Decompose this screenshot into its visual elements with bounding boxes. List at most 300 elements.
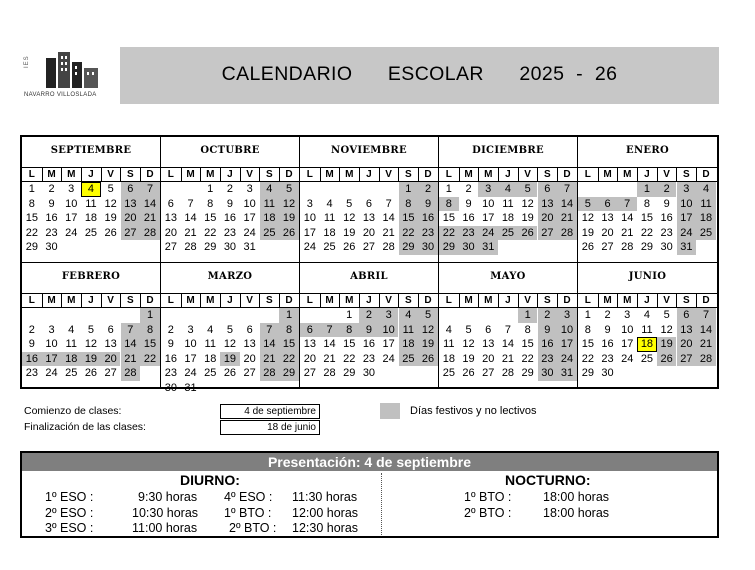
day-cell: 7 bbox=[504, 323, 511, 336]
day-cell: 12 bbox=[581, 212, 594, 225]
weekday-label: L bbox=[578, 168, 599, 181]
day-cell: 21 bbox=[696, 337, 716, 352]
day-cell: 28 bbox=[121, 366, 141, 381]
day-cell: 14 bbox=[557, 197, 577, 212]
weekday-label: S bbox=[399, 168, 420, 181]
day-cell: 5 bbox=[418, 308, 438, 323]
day-cell: 2 bbox=[538, 308, 558, 323]
weekday-label: S bbox=[538, 294, 559, 307]
weekday-label: M bbox=[478, 294, 499, 307]
day-cell: 15 bbox=[521, 338, 534, 351]
weekday-label: L bbox=[22, 294, 43, 307]
day-cell: 8 bbox=[643, 197, 650, 210]
day-cell: 22 bbox=[25, 226, 38, 239]
day-cell: 1 bbox=[279, 308, 299, 323]
day-cell: 5 bbox=[346, 197, 353, 210]
day-cell: 19 bbox=[104, 212, 117, 225]
weekday-label: D bbox=[146, 169, 154, 180]
day-cell: 28 bbox=[260, 366, 280, 381]
day-cell: 11 bbox=[65, 338, 77, 351]
weekday-header bbox=[22, 293, 160, 308]
day-cell: 2 bbox=[604, 309, 611, 321]
day-cell: 13 bbox=[362, 212, 376, 225]
diurno-course: 2º BTO : bbox=[229, 521, 277, 535]
day-cell: 8 bbox=[584, 323, 591, 336]
day-cell: 2 bbox=[167, 323, 174, 336]
day-cell: 9 bbox=[663, 197, 670, 210]
day-cell: 26 bbox=[343, 241, 356, 254]
diurno-time: 12:00 horas bbox=[292, 506, 359, 520]
day-cell: 4 bbox=[207, 323, 214, 336]
day-cell: 11 bbox=[85, 197, 97, 210]
day-cell: 1 bbox=[518, 308, 538, 323]
day-cell: 24 bbox=[45, 367, 58, 380]
day-cell: 24 bbox=[557, 352, 577, 367]
day-cell: 19 bbox=[418, 337, 438, 352]
weekday-label: L bbox=[439, 168, 460, 181]
day-cell: 14 bbox=[382, 212, 395, 225]
weekday-label: S bbox=[121, 168, 142, 181]
day-cell: 10 bbox=[621, 323, 634, 336]
day-cell: 8 bbox=[279, 323, 299, 338]
day-cell: 6 bbox=[538, 182, 558, 197]
day-cell: 26 bbox=[223, 367, 237, 380]
day-cell: 1 bbox=[584, 309, 591, 321]
weekday-label: V bbox=[518, 168, 539, 181]
day-cell: 7 bbox=[557, 182, 577, 197]
day-cell: 14 bbox=[260, 337, 280, 352]
day-cell: 23 bbox=[362, 352, 376, 365]
weekday-label: S bbox=[538, 168, 559, 181]
day-cell: 19 bbox=[521, 212, 534, 225]
day-cell: 21 bbox=[621, 226, 634, 239]
day-cell: 16 bbox=[418, 211, 438, 226]
diurno-title: DIURNO: bbox=[180, 472, 240, 488]
weekday-label: J bbox=[220, 168, 241, 181]
diurno-course: 3º ESO : bbox=[45, 521, 94, 535]
day-cell: 27 bbox=[538, 226, 558, 241]
day-cell: 5 bbox=[465, 323, 472, 336]
weekday-label: L bbox=[300, 294, 321, 307]
day-cell: 14 bbox=[184, 212, 197, 225]
weekday-label: J bbox=[498, 168, 519, 181]
day-cell: 16 bbox=[164, 352, 177, 365]
day-cell: 24 bbox=[243, 226, 256, 239]
month-name: OCTUBRE bbox=[200, 145, 260, 156]
weekday-label: D bbox=[285, 295, 293, 306]
day-cell: 6 bbox=[246, 323, 253, 336]
weekday-label: V bbox=[518, 294, 539, 307]
day-cell: 6 bbox=[365, 197, 372, 210]
day-cell: 19 bbox=[279, 211, 299, 226]
month-block bbox=[22, 137, 161, 263]
day-cell: 28 bbox=[621, 241, 634, 254]
weekday-label: D bbox=[424, 169, 432, 180]
day-cell: 5 bbox=[107, 183, 114, 195]
day-cell: 20 bbox=[101, 352, 121, 367]
month-name: DICIEMBRE bbox=[472, 145, 544, 156]
day-cell: 22 bbox=[279, 352, 299, 367]
day-cell: 23 bbox=[418, 226, 438, 241]
day-cell: 28 bbox=[382, 241, 395, 254]
month-block bbox=[161, 263, 300, 394]
day-cell: 20 bbox=[243, 352, 256, 365]
weekday-label: M bbox=[459, 294, 480, 307]
weekday-label: M bbox=[42, 294, 63, 307]
day-cell: 10 bbox=[303, 212, 316, 225]
day-cell: 19 bbox=[343, 226, 356, 239]
day-cell: 3 bbox=[478, 182, 498, 197]
weekday-label: L bbox=[22, 168, 43, 181]
day-cell: 8 bbox=[207, 197, 214, 210]
day-cell: 21 bbox=[121, 352, 141, 367]
day-cell: 6 bbox=[485, 323, 492, 336]
weekday-label: M bbox=[181, 168, 202, 181]
day-cell: 4 bbox=[445, 323, 452, 336]
day-cell: 23 bbox=[223, 226, 237, 239]
day-cell: 19 bbox=[657, 337, 677, 352]
day-cell: 27 bbox=[677, 352, 697, 367]
weekday-header bbox=[22, 167, 160, 182]
day-cell: 7 bbox=[320, 323, 340, 338]
day-cell: 22 bbox=[521, 352, 534, 365]
column-divider bbox=[381, 473, 382, 535]
day-cell: 11 bbox=[323, 212, 336, 225]
day-cell: 21 bbox=[184, 226, 197, 239]
day-cell: 7 bbox=[121, 323, 141, 338]
weekday-label: J bbox=[81, 168, 102, 181]
weekday-label: S bbox=[677, 168, 698, 181]
weekday-label: D bbox=[563, 295, 571, 306]
weekday-header bbox=[439, 293, 577, 308]
day-cell: 25 bbox=[323, 241, 336, 254]
nocturno-time: 18:00 horas bbox=[543, 490, 610, 504]
day-cell: 22 bbox=[399, 226, 419, 241]
day-cell: 23 bbox=[601, 352, 614, 365]
end-label: Finalización de las clases: bbox=[24, 421, 146, 433]
day-cell: 24 bbox=[65, 226, 78, 239]
weekday-label: V bbox=[101, 168, 122, 181]
month-block bbox=[439, 263, 578, 389]
day-cell: 6 bbox=[598, 197, 618, 212]
day-cell: 5 bbox=[578, 197, 598, 212]
day-cell: 17 bbox=[621, 338, 634, 351]
day-cell: 16 bbox=[660, 212, 673, 225]
day-cell: 12 bbox=[418, 323, 438, 338]
day-cell: 4 bbox=[81, 182, 101, 197]
day-cell: 24 bbox=[677, 226, 697, 241]
weekday-label: V bbox=[657, 168, 678, 181]
day-cell: 15 bbox=[204, 212, 217, 225]
day-cell: 17 bbox=[184, 352, 197, 365]
weekday-label: M bbox=[339, 294, 360, 307]
day-cell: 22 bbox=[640, 226, 654, 239]
day-cell: 16 bbox=[362, 338, 376, 351]
day-cell: 10 bbox=[45, 338, 58, 351]
day-cell: 8 bbox=[140, 323, 160, 338]
day-cell: 5 bbox=[226, 323, 233, 336]
day-cell: 30 bbox=[418, 240, 438, 255]
day-cell: 20 bbox=[482, 352, 495, 365]
weekday-label: L bbox=[161, 168, 182, 181]
month-block bbox=[161, 137, 300, 263]
day-cell: 9 bbox=[48, 197, 55, 210]
nocturno-course: 1º BTO : bbox=[464, 490, 512, 504]
day-cell: 25 bbox=[65, 367, 78, 380]
weekday-label: V bbox=[240, 168, 261, 181]
day-cell: 27 bbox=[104, 367, 117, 380]
day-cell: 31 bbox=[677, 240, 697, 255]
day-cell: 15 bbox=[343, 338, 356, 351]
weekday-label: M bbox=[617, 294, 638, 307]
day-cell: 12 bbox=[521, 197, 534, 210]
day-cell: 31 bbox=[184, 382, 197, 394]
day-cell: 24 bbox=[303, 241, 316, 254]
day-cell: 9 bbox=[167, 338, 174, 351]
day-cell: 18 bbox=[696, 211, 716, 226]
weekday-label: S bbox=[399, 294, 420, 307]
title-band bbox=[120, 47, 719, 104]
month-block bbox=[22, 263, 161, 389]
day-cell: 26 bbox=[657, 352, 677, 367]
day-cell: 25 bbox=[498, 226, 518, 241]
day-cell: 29 bbox=[25, 241, 38, 254]
day-cell: 25 bbox=[696, 226, 716, 241]
day-cell: 25 bbox=[260, 226, 280, 241]
day-cell: 20 bbox=[121, 211, 141, 226]
weekday-label: J bbox=[81, 294, 102, 307]
logo-school-name: NAVARRO VILLOSLADA bbox=[24, 92, 97, 98]
weekday-label: M bbox=[200, 168, 221, 181]
day-cell: 20 bbox=[164, 226, 177, 239]
day-cell: 20 bbox=[601, 226, 614, 239]
day-cell: 27 bbox=[601, 241, 614, 254]
day-cell: 23 bbox=[538, 352, 558, 367]
diurno-time: 11:00 horas bbox=[132, 521, 198, 535]
day-cell: 10 bbox=[379, 323, 399, 338]
day-cell: 30 bbox=[164, 382, 177, 394]
day-cell: 3 bbox=[677, 182, 697, 197]
day-cell: 27 bbox=[362, 241, 376, 254]
day-cell: 3 bbox=[246, 183, 253, 195]
diurno-time: 11:30 horas bbox=[292, 490, 358, 504]
day-cell: 28 bbox=[501, 367, 515, 380]
diurno-time: 9:30 horas bbox=[138, 490, 198, 504]
weekday-label: M bbox=[61, 168, 82, 181]
day-cell: 15 bbox=[442, 212, 455, 225]
day-cell: 17 bbox=[557, 337, 577, 352]
day-cell: 24 bbox=[184, 367, 197, 380]
weekday-label: L bbox=[161, 294, 182, 307]
day-cell: 17 bbox=[303, 226, 316, 239]
day-cell: 30 bbox=[362, 367, 376, 380]
weekday-label: J bbox=[220, 294, 241, 307]
weekday-label: D bbox=[146, 295, 154, 306]
page-title: CALENDARIO ESCOLAR 2025 - 26 bbox=[221, 63, 618, 85]
day-cell: 27 bbox=[164, 241, 177, 254]
day-cell: 20 bbox=[538, 211, 558, 226]
day-cell: 21 bbox=[140, 211, 160, 226]
day-cell: 3 bbox=[48, 323, 55, 336]
day-cell: 6 bbox=[167, 197, 174, 210]
calendar-grid bbox=[20, 135, 719, 394]
day-cell: 20 bbox=[362, 226, 376, 239]
month-name: SEPTIEMBRE bbox=[50, 145, 132, 156]
day-cell: 18 bbox=[637, 337, 657, 352]
weekday-header bbox=[578, 293, 717, 308]
day-cell: 2 bbox=[359, 308, 379, 323]
weekday-label: S bbox=[260, 294, 281, 307]
day-cell: 8 bbox=[339, 323, 359, 338]
month-block bbox=[578, 263, 717, 389]
day-cell: 18 bbox=[204, 352, 217, 365]
weekday-label: D bbox=[285, 169, 293, 180]
day-cell: 5 bbox=[663, 309, 670, 321]
day-cell: 18 bbox=[84, 212, 98, 225]
day-cell: 25 bbox=[640, 352, 654, 365]
weekday-label: S bbox=[260, 168, 281, 181]
day-cell: 23 bbox=[25, 367, 38, 380]
weekday-label: M bbox=[320, 168, 341, 181]
day-cell: 1 bbox=[28, 183, 35, 195]
day-cell: 5 bbox=[518, 182, 538, 197]
day-cell: 29 bbox=[521, 367, 534, 380]
day-cell: 23 bbox=[45, 226, 58, 239]
day-cell: 13 bbox=[121, 197, 141, 212]
weekday-label: J bbox=[498, 294, 519, 307]
day-cell: 15 bbox=[581, 338, 594, 351]
day-cell: 12 bbox=[462, 338, 475, 351]
day-cell: 6 bbox=[677, 308, 697, 323]
weekday-label: M bbox=[181, 294, 202, 307]
day-cell: 10 bbox=[243, 197, 256, 210]
day-cell: 29 bbox=[640, 241, 654, 254]
day-cell: 8 bbox=[439, 197, 459, 212]
weekday-label: M bbox=[617, 168, 638, 181]
day-cell: 4 bbox=[696, 182, 716, 197]
day-cell: 17 bbox=[65, 212, 78, 225]
day-cell: 6 bbox=[121, 182, 141, 197]
day-cell: 25 bbox=[399, 352, 419, 367]
day-cell: 10 bbox=[65, 197, 78, 210]
day-cell: 9 bbox=[465, 197, 472, 210]
day-cell: 22 bbox=[204, 226, 217, 239]
day-cell: 17 bbox=[677, 211, 697, 226]
start-label: Comienzo de clases: bbox=[24, 405, 122, 417]
weekday-label: M bbox=[598, 294, 619, 307]
day-cell: 23 bbox=[164, 367, 177, 380]
day-cell: 28 bbox=[696, 352, 716, 367]
weekday-label: L bbox=[578, 294, 599, 307]
day-cell: 13 bbox=[677, 323, 697, 338]
day-cell: 13 bbox=[601, 212, 614, 225]
day-cell: 29 bbox=[204, 241, 217, 254]
nocturno-title: NOCTURNO: bbox=[505, 472, 591, 488]
day-cell: 18 bbox=[442, 352, 455, 365]
weekday-header bbox=[161, 167, 299, 182]
day-cell: 15 bbox=[279, 337, 299, 352]
day-cell: 3 bbox=[187, 323, 194, 336]
day-cell: 29 bbox=[439, 240, 459, 255]
month-name: MAYO bbox=[490, 271, 526, 282]
day-cell: 11 bbox=[443, 338, 455, 351]
day-cell: 12 bbox=[223, 338, 237, 351]
day-cell: 25 bbox=[84, 226, 98, 239]
weekday-header bbox=[300, 293, 438, 308]
day-cell: 18 bbox=[399, 337, 419, 352]
day-cell: 15 bbox=[399, 211, 419, 226]
day-cell: 10 bbox=[184, 338, 197, 351]
day-cell: 6 bbox=[300, 323, 320, 338]
holiday-legend-label: Días festivos y no lectivos bbox=[410, 405, 537, 417]
weekday-label: J bbox=[359, 294, 380, 307]
weekday-label: D bbox=[563, 169, 571, 180]
day-cell: 14 bbox=[323, 338, 336, 351]
day-cell: 11 bbox=[641, 323, 653, 336]
day-cell: 21 bbox=[557, 211, 577, 226]
weekday-header bbox=[578, 167, 717, 182]
day-cell: 21 bbox=[260, 352, 280, 367]
day-cell: 29 bbox=[343, 367, 356, 380]
day-cell: 4 bbox=[399, 308, 419, 323]
day-cell: 16 bbox=[601, 338, 614, 351]
day-cell: 9 bbox=[538, 323, 558, 338]
day-cell: 3 bbox=[557, 308, 577, 323]
day-cell: 13 bbox=[104, 338, 117, 351]
weekday-label: M bbox=[200, 294, 221, 307]
day-cell: 19 bbox=[581, 226, 594, 239]
weekday-label: D bbox=[702, 169, 710, 180]
weekday-label: L bbox=[300, 168, 321, 181]
day-cell: 12 bbox=[343, 212, 356, 225]
weekday-label: M bbox=[61, 294, 82, 307]
day-cell: 24 bbox=[621, 352, 634, 365]
day-cell: 14 bbox=[140, 197, 160, 212]
day-cell: 17 bbox=[482, 212, 495, 225]
day-cell: 25 bbox=[204, 367, 217, 380]
day-cell: 1 bbox=[140, 308, 160, 323]
day-cell: 4 bbox=[68, 323, 75, 336]
day-cell: 3 bbox=[68, 183, 75, 195]
day-cell: 9 bbox=[604, 323, 611, 336]
day-cell: 27 bbox=[121, 226, 141, 241]
day-cell: 7 bbox=[385, 197, 392, 210]
day-cell: 1 bbox=[399, 182, 419, 197]
weekday-header bbox=[161, 293, 299, 308]
weekday-header bbox=[300, 167, 438, 182]
day-cell: 19 bbox=[220, 352, 240, 367]
day-cell: 12 bbox=[84, 338, 98, 351]
school-logo bbox=[22, 50, 122, 106]
day-cell: 14 bbox=[621, 212, 634, 225]
day-cell: 13 bbox=[303, 338, 316, 351]
end-value: 18 de junio bbox=[220, 420, 320, 435]
day-cell: 27 bbox=[303, 367, 316, 380]
day-cell: 22 bbox=[581, 352, 594, 365]
day-cell: 8 bbox=[28, 197, 35, 210]
presentation-box bbox=[20, 451, 719, 538]
day-cell: 18 bbox=[61, 352, 81, 367]
month-name: NOVIEMBRE bbox=[331, 145, 407, 156]
day-cell: 26 bbox=[104, 226, 117, 239]
day-cell: 15 bbox=[140, 337, 160, 352]
day-cell: 19 bbox=[81, 352, 101, 367]
day-cell: 1 bbox=[637, 182, 657, 197]
weekday-header bbox=[439, 167, 577, 182]
day-cell: 26 bbox=[462, 367, 475, 380]
day-cell: 1 bbox=[346, 309, 353, 321]
day-cell: 9 bbox=[28, 338, 35, 351]
